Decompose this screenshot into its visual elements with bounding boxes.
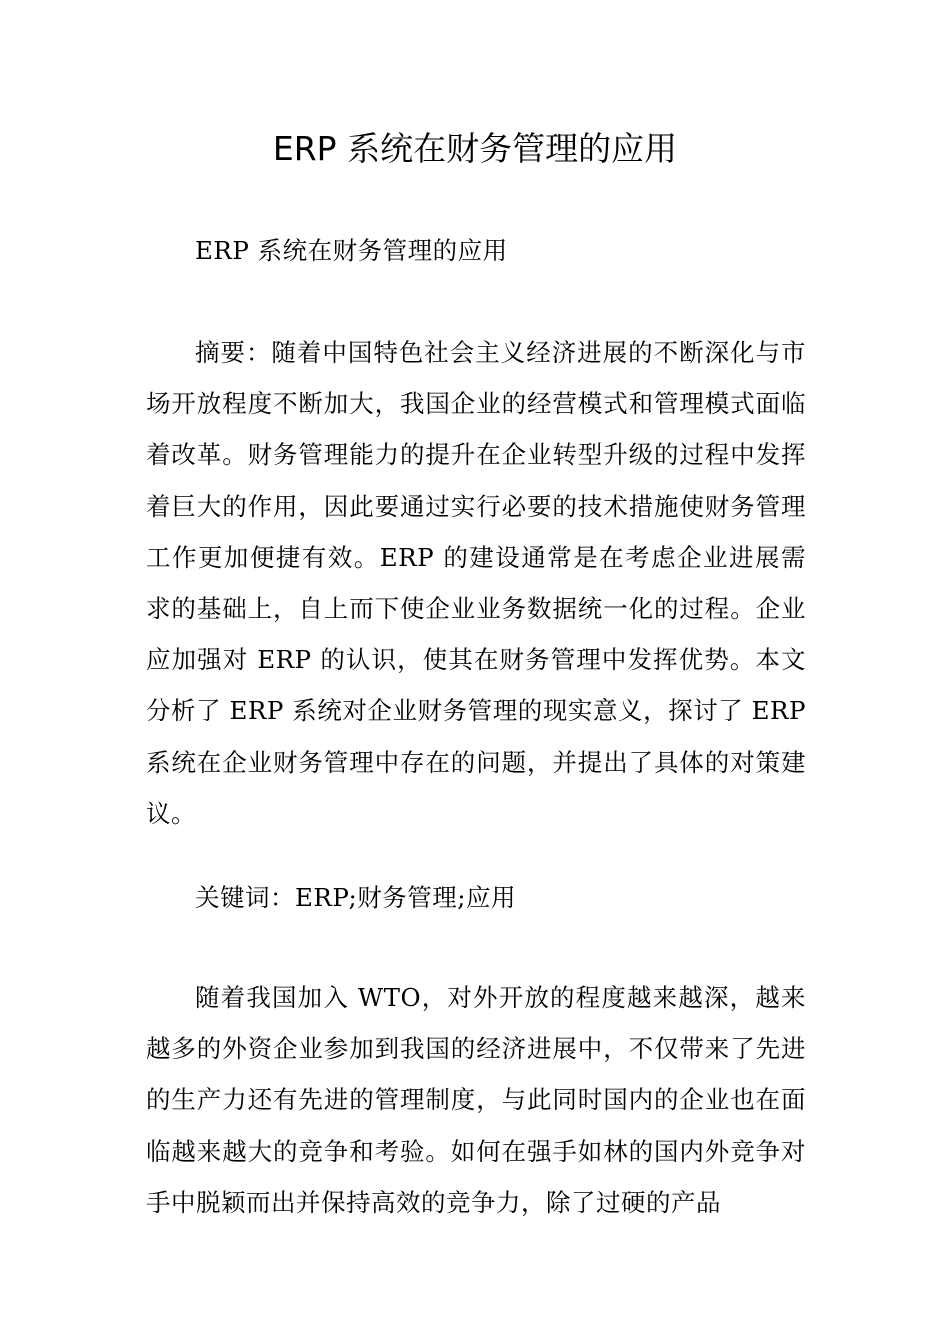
document-subtitle: ERP 系统在财务管理的应用 [195,236,508,265]
document-title: ERP 系统在财务管理的应用 [272,129,678,168]
keywords-paragraph: 关键词：ERP;财务管理;应用 [195,883,516,912]
abstract-paragraph: 摘要：随着中国特色社会主义经济进展的不断深化与市场开放程度不断加大，我国企业的经营模式和管理模式面临着改革。财务管理能力的提升在企业转型升级的过程中发挥着巨大的作用，因此要通过实行必要的技术措施使财务管理工作更加便捷有效。ERP 的建设通常是在考虑企业进展需求的基础上，自上而下使企业业务数据统一化的过程。企业应加强对 ERP 的认识，使其在财务管理中发挥优势。本文分析了 ERP 系统对企业财务管理的现实意义，探讨了 ERP 系统在企业财务管理中存在的问题，并提出了具体的对策建议。 [146,338,806,828]
intro-paragraph: 随着我国加入 WTO，对外开放的程度越来越深，越来越多的外资企业参加到我国的经济进展中，不仅带来了先进的生产力还有先进的管理制度，与此同时国内的企业也在面临越来越大的竞争和考验。如何在强手如林的国内外竞争对手中脱颖而出并保持高效的竞争力，除了过硬的产品 [146,983,806,1217]
